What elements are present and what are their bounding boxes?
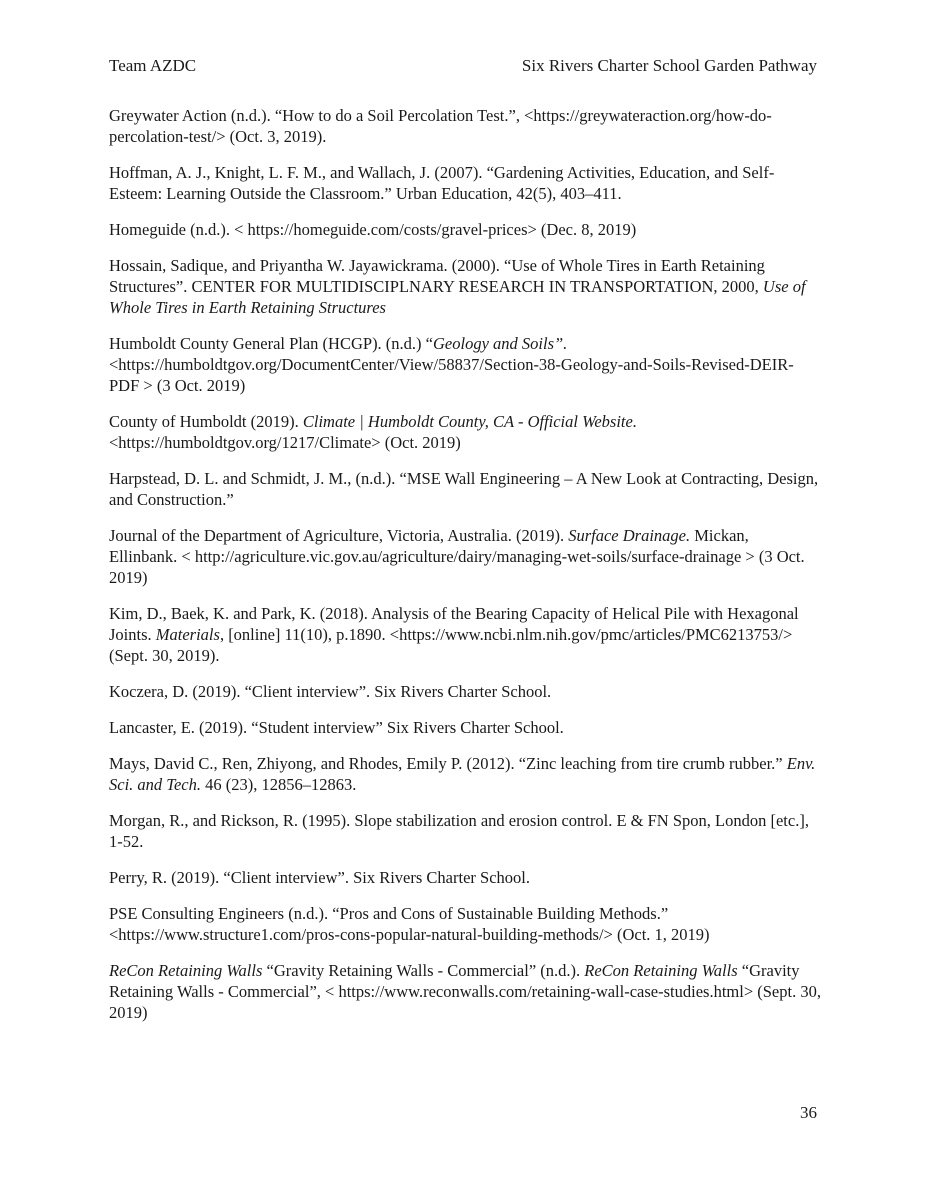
reference-entry bbox=[109, 681, 821, 702]
reference-entry bbox=[109, 219, 821, 240]
reference-text: County of Humboldt (2019). bbox=[109, 412, 303, 431]
reference-text: Lancaster, E. (2019). “Student interview” Six Rivers Charter School. bbox=[109, 718, 564, 737]
reference-entry bbox=[109, 333, 821, 396]
reference-italic-text: Materials bbox=[155, 625, 220, 644]
reference-entry bbox=[109, 468, 821, 510]
reference-entry bbox=[109, 603, 821, 666]
reference-entry bbox=[109, 867, 821, 888]
page-number: 36 bbox=[800, 1103, 817, 1122]
reference-entry bbox=[109, 960, 821, 1023]
reference-text: <https://humboldtgov.org/DocumentCenter/View/58837/Section-38-Geology-and-Soils-Revised-DEIR-PDF > (3 Oct. 2019) bbox=[109, 355, 794, 395]
reference-text: PSE Consulting Engineers (n.d.). “Pros and Cons of Sustainable Building Methods.” <https://www.structure1.com/pros-cons-popular-natural-building-methods/> (Oct. 1, 2019) bbox=[109, 904, 710, 944]
reference-entry bbox=[109, 903, 821, 945]
reference-text: “Gravity Retaining Walls - Commercial” (n.d.). bbox=[262, 961, 585, 980]
reference-text: Journal of the Department of Agriculture, Victoria, Australia. (2019). bbox=[109, 526, 569, 545]
reference-text: Kim, D., Baek, K. and Park, K. (2018). Analysis of the Bearing Capacity of Helical Pile with Hexagonal Joints. bbox=[109, 604, 799, 644]
reference-list bbox=[109, 105, 821, 1038]
reference-text: Hossain, Sadique, and Priyantha W. Jayawickrama. (2000). “Use of Whole Tires in Earth Retaining Structures”. CENTER FOR MULTIDISCIPLNARY RESEARCH IN TRANSPORTATION, 2000, bbox=[109, 256, 765, 296]
reference-italic-text: ReCon Retaining Walls bbox=[109, 961, 263, 980]
reference-text: Koczera, D. (2019). “Client interview”. Six Rivers Charter School. bbox=[109, 682, 552, 701]
reference-italic-text: Climate | Humboldt County, CA - Official Website. bbox=[302, 412, 637, 431]
reference-entry bbox=[109, 162, 821, 204]
reference-italic-text: Env. Sci. and Tech. bbox=[109, 754, 816, 794]
reference-entry bbox=[109, 717, 821, 738]
reference-italic-text: ReCon Retaining Walls bbox=[584, 961, 738, 980]
reference-text: Homeguide (n.d.). < https://homeguide.com/costs/gravel-prices> (Dec. 8, 2019) bbox=[109, 220, 637, 239]
reference-italic-text: Surface Drainage. bbox=[568, 526, 691, 545]
reference-text: Perry, R. (2019). “Client interview”. Six Rivers Charter School. bbox=[109, 868, 530, 887]
reference-text: 46 (23), 12856–12863. bbox=[200, 775, 357, 794]
reference-entry bbox=[109, 411, 821, 453]
reference-entry bbox=[109, 753, 821, 795]
reference-entry bbox=[109, 525, 821, 588]
reference-text: Mays, David C., Ren, Zhiyong, and Rhodes, Emily P. (2012). “Zinc leaching from tire crumb rubber.” bbox=[109, 754, 787, 773]
reference-text: , [online] 11(10), p.1890. <https://www.ncbi.nlm.nih.gov/pmc/articles/PMC6213753/> (Sept. 30, 2019). bbox=[109, 625, 793, 665]
reference-text: Greywater Action (n.d.). “How to do a Soil Percolation Test.”, <https://greywateraction.org/how-do-percolation-test/> (Oct. 3, 2019). bbox=[109, 106, 772, 146]
reference-entry bbox=[109, 105, 821, 147]
reference-text: Morgan, R., and Rickson, R. (1995). Slope stabilization and erosion control. E & FN Spon, London [etc.], 1-52. bbox=[109, 811, 809, 851]
reference-entry bbox=[109, 255, 821, 318]
header-team-name: Team AZDC bbox=[109, 56, 197, 75]
reference-text: Mickan, Ellinbank. < http://agriculture.vic.gov.au/agriculture/dairy/managing-wet-soils/surface-drainage > (3 Oct. 2019) bbox=[109, 526, 805, 587]
reference-text: “Gravity Retaining Walls - Commercial”, < https://www.reconwalls.com/retaining-wall-case-studies.html> (Sept. 30, 2019) bbox=[109, 961, 821, 1022]
reference-text: <https://humboldtgov.org/1217/Climate> (Oct. 2019) bbox=[109, 433, 461, 452]
reference-text: Hoffman, A. J., Knight, L. F. M., and Wallach, J. (2007). “Gardening Activities, Education, and Self-Esteem: Learning Outside the Classroom.” Urban Education, 42(5), 403–411. bbox=[109, 163, 775, 203]
reference-italic-text: Geology and Soils”. bbox=[433, 334, 568, 353]
reference-italic-text: Use of Whole Tires in Earth Retaining Structures bbox=[109, 277, 806, 317]
reference-entry bbox=[109, 810, 821, 852]
header-project-title: Six Rivers Charter School Garden Pathway bbox=[521, 56, 817, 75]
reference-text: Humboldt County General Plan (HCGP). (n.d.) “ bbox=[109, 334, 433, 353]
reference-text: Harpstead, D. L. and Schmidt, J. M., (n.d.). “MSE Wall Engineering – A New Look at Contracting, Design, and Construction.” bbox=[109, 469, 819, 509]
